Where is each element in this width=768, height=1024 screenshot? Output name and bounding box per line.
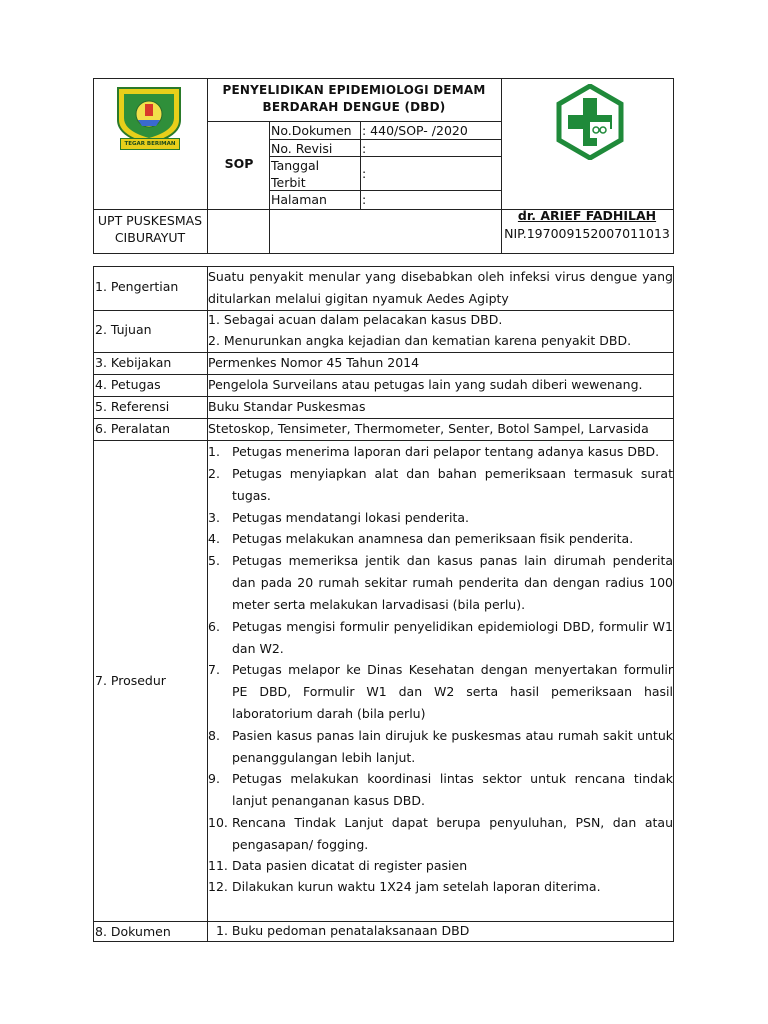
- peralatan-text: Stetoskop, Tensimeter, Thermometer, Senter, Botol Sampel, Larvasida: [208, 421, 649, 436]
- sop-label: SOP: [224, 156, 254, 171]
- dokumen-item: 1. Buku pedoman penatalaksanaan DBD: [216, 923, 470, 938]
- label-referensi: 5. Referensi: [95, 399, 170, 414]
- pengertian-text: Suatu penyakit menular yang disebabkan oleh infeksi virus dengue yang ditularkan melalui gigitan nyamuk Aedes Agipty: [208, 269, 673, 306]
- signer-nip: NIP.197009152007011013: [504, 226, 670, 241]
- step-text: Petugas menyiapkan alat dan bahan pemeriksaan termasuk surat tugas.: [232, 466, 673, 503]
- step-text: Data pasien dicatat di register pasien: [232, 858, 468, 873]
- doc-field-value: :: [362, 141, 367, 156]
- step-text: Dilakukan kurun waktu 1X24 jam setelah laporan diterima.: [232, 879, 601, 894]
- step-text: Pasien kasus panas lain dirujuk ke puskesmas atau rumah sakit untuk penanggulangan lebih lanjut.: [232, 728, 673, 765]
- label-dokumen: 8. Dokumen: [95, 924, 171, 939]
- step-number: 11.: [208, 858, 228, 873]
- step-number: 5.: [208, 553, 220, 568]
- doc-field-label: No. Revisi: [271, 141, 333, 156]
- doc-field-label: No.Dokumen: [271, 123, 352, 138]
- label-tujuan: 2. Tujuan: [95, 322, 152, 337]
- label-petugas: 4. Petugas: [95, 377, 161, 392]
- step-text: Petugas menerima laporan dari pelapor tentang adanya kasus DBD.: [232, 444, 660, 459]
- step-text: Petugas melakukan anamnesa dan pemeriksaan fisik penderita.: [232, 531, 634, 546]
- label-prosedur: 7. Prosedur: [95, 673, 166, 688]
- signer-name: dr. ARIEF FADHILAH: [517, 208, 657, 223]
- doc-field-label: Tanggal Terbit: [271, 158, 320, 190]
- step-number: 3.: [208, 510, 220, 525]
- logo-banner: TEGAR BERIMAN: [120, 138, 180, 150]
- document-title: PENYELIDIKAN EPIDEMIOLOGI DEMAM BERDARAH DENGUE (DBD): [222, 83, 486, 114]
- doc-field-value: :: [362, 166, 367, 181]
- doc-field-value: :: [362, 192, 367, 207]
- kebijakan-text: Permenkes Nomor 45 Tahun 2014: [208, 355, 420, 370]
- tujuan-item: 2. Menurunkan angka kejadian dan kematian karena penyakit DBD.: [208, 333, 632, 348]
- step-number: 12.: [208, 879, 228, 894]
- puskesmas-cross-icon: [556, 84, 624, 160]
- petugas-text: Pengelola Surveilans atau petugas lain yang sudah diberi wewenang.: [208, 377, 643, 392]
- step-number: 6.: [208, 619, 220, 634]
- doc-field-value: : 440/SOP- /2020: [362, 123, 468, 138]
- step-text: Rencana Tindak Lanjut dapat berupa penyuluhan, PSN, dan atau pengasapan/ fogging.: [232, 815, 673, 852]
- step-text: Petugas melakukan koordinasi lintas sektor untuk rencana tindak lanjut penanganan kasus DBD.: [232, 771, 673, 808]
- doc-field-label: Halaman: [271, 192, 327, 207]
- step-number: 10.: [208, 815, 228, 830]
- label-kebijakan: 3. Kebijakan: [95, 355, 172, 370]
- step-text: Petugas mengisi formulir penyelidikan epidemiologi DBD, formulir W1 dan W2.: [232, 619, 673, 656]
- step-text: Petugas mendatangi lokasi penderita.: [232, 510, 470, 525]
- step-number: 7.: [208, 662, 220, 677]
- step-text: Petugas melapor ke Dinas Kesehatan dengan menyertakan formulir PE DBD, Formulir W1 dan W2 serta hasil pemeriksaan hasil laboratorium darah (bila perlu): [232, 662, 673, 721]
- kabupaten-logo: [112, 84, 186, 150]
- label-pengertian: 1. Pengertian: [95, 279, 179, 294]
- step-number: 1.: [208, 444, 220, 459]
- referensi-text: Buku Standar Puskesmas: [208, 399, 366, 414]
- step-number: 2.: [208, 466, 220, 481]
- step-text: Petugas memeriksa jentik dan kasus panas lain dirumah penderita dan pada 20 rumah sekitar rumah penderita dan dengan radius 100 meter serta melakukan larvadisasi (bila perlu).: [232, 553, 673, 612]
- puskesmas-logo: [556, 84, 624, 160]
- label-peralatan: 6. Peralatan: [95, 421, 171, 436]
- step-number: 8.: [208, 728, 220, 743]
- step-number: 4.: [208, 531, 220, 546]
- tujuan-item: 1. Sebagai acuan dalam pelacakan kasus DBD.: [208, 312, 503, 327]
- org-name: UPT PUSKESMAS CIBURAYUT: [97, 213, 203, 245]
- step-number: 9.: [208, 771, 220, 786]
